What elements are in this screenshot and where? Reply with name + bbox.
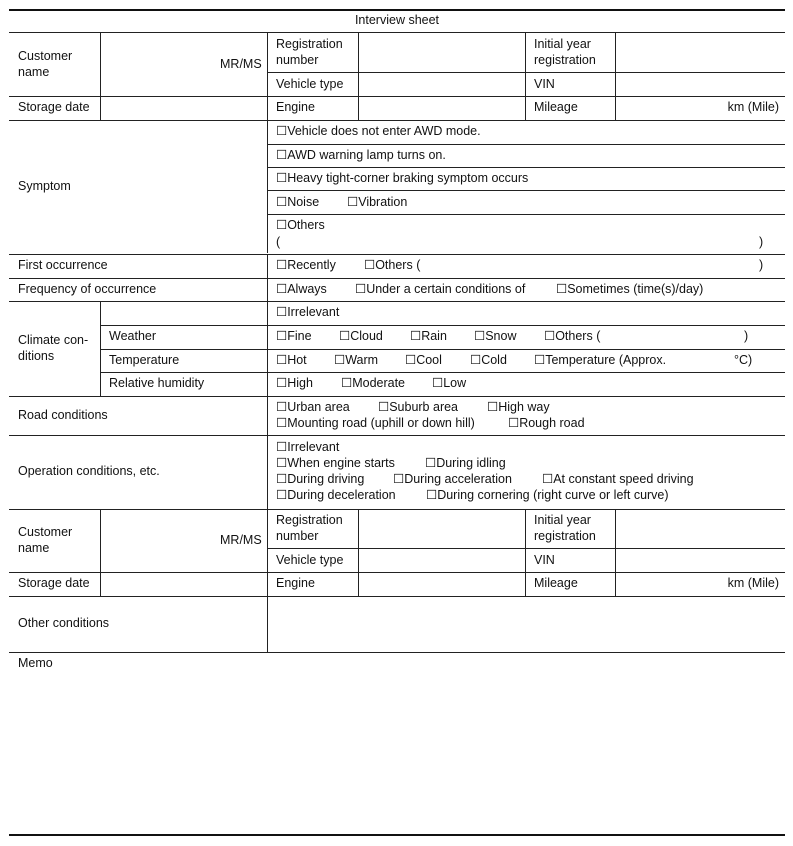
mrms-label: MR/MS <box>220 57 262 71</box>
operation-constant-speed-checkbox[interactable]: ☐At constant speed driving <box>542 472 694 486</box>
registration-number-label-2: Registration number <box>276 513 343 543</box>
road-rough-checkbox[interactable]: ☐Rough road <box>508 416 585 430</box>
operation-deceleration-checkbox[interactable]: ☐During deceleration <box>276 488 396 502</box>
storage-date-label: Storage date <box>18 100 90 114</box>
engine-label: Engine <box>276 100 315 114</box>
mileage-unit-2: km (Mile) <box>727 576 779 590</box>
weather-rain-checkbox[interactable]: ☐Rain <box>410 329 447 343</box>
frequency-always-checkbox[interactable]: ☐Always <box>276 282 327 296</box>
other-conditions-label: Other conditions <box>18 616 110 630</box>
temperature-degc: °C) <box>734 353 753 367</box>
vin-label: VIN <box>534 77 555 91</box>
frequency-certain-checkbox[interactable]: ☐Under a certain conditions of <box>355 282 526 296</box>
storage-date-label-2: Storage date <box>18 576 90 590</box>
temperature-approx-checkbox[interactable]: ☐Temperature (Approx. <box>534 353 667 367</box>
first-occurrence-label: First occurrence <box>18 258 108 272</box>
first-occurrence-recently-checkbox[interactable]: ☐Recently <box>276 258 336 272</box>
symptom-awd-mode-checkbox[interactable]: ☐Vehicle does not enter AWD mode. <box>276 124 481 138</box>
initial-year-label: Initial year registration <box>534 37 596 67</box>
climate-conditions-label: Climate con- ditions <box>18 333 89 363</box>
mileage-label: Mileage <box>534 100 578 114</box>
symptom-label: Symptom <box>18 179 71 193</box>
vin-label-2: VIN <box>534 553 555 567</box>
first-occurrence-others-checkbox[interactable]: ☐Others ( <box>364 258 421 272</box>
mileage-unit: km (Mile) <box>727 100 779 114</box>
operation-driving-checkbox[interactable]: ☐During driving <box>276 472 365 486</box>
road-highway-checkbox[interactable]: ☐High way <box>487 400 550 414</box>
memo-label: Memo <box>18 656 53 670</box>
humidity-low-checkbox[interactable]: ☐Low <box>432 376 467 390</box>
temperature-label: Temperature <box>109 353 180 367</box>
temperature-hot-checkbox[interactable]: ☐Hot <box>276 353 307 367</box>
symptom-others-paren-close: ) <box>759 235 764 249</box>
weather-others-checkbox[interactable]: ☐Others ( <box>544 329 601 343</box>
operation-engine-starts-checkbox[interactable]: ☐When engine starts <box>276 456 395 470</box>
registration-number-label: Registration number <box>276 37 343 67</box>
symptom-vibration-checkbox[interactable]: ☐Vibration <box>347 195 408 209</box>
weather-snow-checkbox[interactable]: ☐Snow <box>474 329 517 343</box>
climate-irrelevant-checkbox[interactable]: ☐Irrelevant <box>276 305 340 319</box>
symptom-others-paren-open: ( <box>276 235 281 249</box>
mrms-label-2: MR/MS <box>220 533 262 547</box>
engine-label-2: Engine <box>276 576 315 590</box>
first-occurrence-paren-close: ) <box>759 258 764 272</box>
humidity-high-checkbox[interactable]: ☐High <box>276 376 313 390</box>
road-conditions-label: Road conditions <box>18 408 108 422</box>
frequency-sometimes-checkbox[interactable]: ☐Sometimes (time(s)/day) <box>556 282 704 296</box>
symptom-others-checkbox[interactable]: ☐Others <box>276 218 325 232</box>
operation-idling-checkbox[interactable]: ☐During idling <box>425 456 506 470</box>
temperature-cold-checkbox[interactable]: ☐Cold <box>470 353 507 367</box>
humidity-moderate-checkbox[interactable]: ☐Moderate <box>341 376 406 390</box>
initial-year-label-2: Initial year registration <box>534 513 596 543</box>
customer-name-label: Customer name <box>18 49 73 79</box>
symptom-braking-checkbox[interactable]: ☐Heavy tight-corner braking symptom occurs <box>276 171 529 185</box>
vehicle-type-label: Vehicle type <box>276 77 344 91</box>
sheet-title: Interview sheet <box>354 13 440 27</box>
road-suburb-checkbox[interactable]: ☐Suburb area <box>378 400 459 414</box>
mileage-label-2: Mileage <box>534 576 578 590</box>
weather-paren-close: ) <box>744 329 749 343</box>
humidity-label: Relative humidity <box>109 376 205 390</box>
temperature-warm-checkbox[interactable]: ☐Warm <box>334 353 379 367</box>
symptom-noise-checkbox[interactable]: ☐Noise <box>276 195 320 209</box>
symptom-warning-lamp-checkbox[interactable]: ☐AWD warning lamp turns on. <box>276 148 446 162</box>
weather-cloud-checkbox[interactable]: ☐Cloud <box>339 329 383 343</box>
frequency-label: Frequency of occurrence <box>18 282 157 296</box>
operation-irrelevant-checkbox[interactable]: ☐Irrelevant <box>276 440 340 454</box>
operation-acceleration-checkbox[interactable]: ☐During acceleration <box>393 472 512 486</box>
weather-label: Weather <box>109 329 157 343</box>
weather-fine-checkbox[interactable]: ☐Fine <box>276 329 312 343</box>
road-urban-checkbox[interactable]: ☐Urban area <box>276 400 350 414</box>
customer-name-label-2: Customer name <box>18 525 73 555</box>
temperature-cool-checkbox[interactable]: ☐Cool <box>405 353 442 367</box>
operation-cornering-checkbox[interactable]: ☐During cornering (right curve or left curve) <box>426 488 669 502</box>
vehicle-type-label-2: Vehicle type <box>276 553 344 567</box>
road-mounting-checkbox[interactable]: ☐Mounting road (uphill or down hill) <box>276 416 475 430</box>
operation-conditions-label: Operation conditions, etc. <box>18 464 160 478</box>
